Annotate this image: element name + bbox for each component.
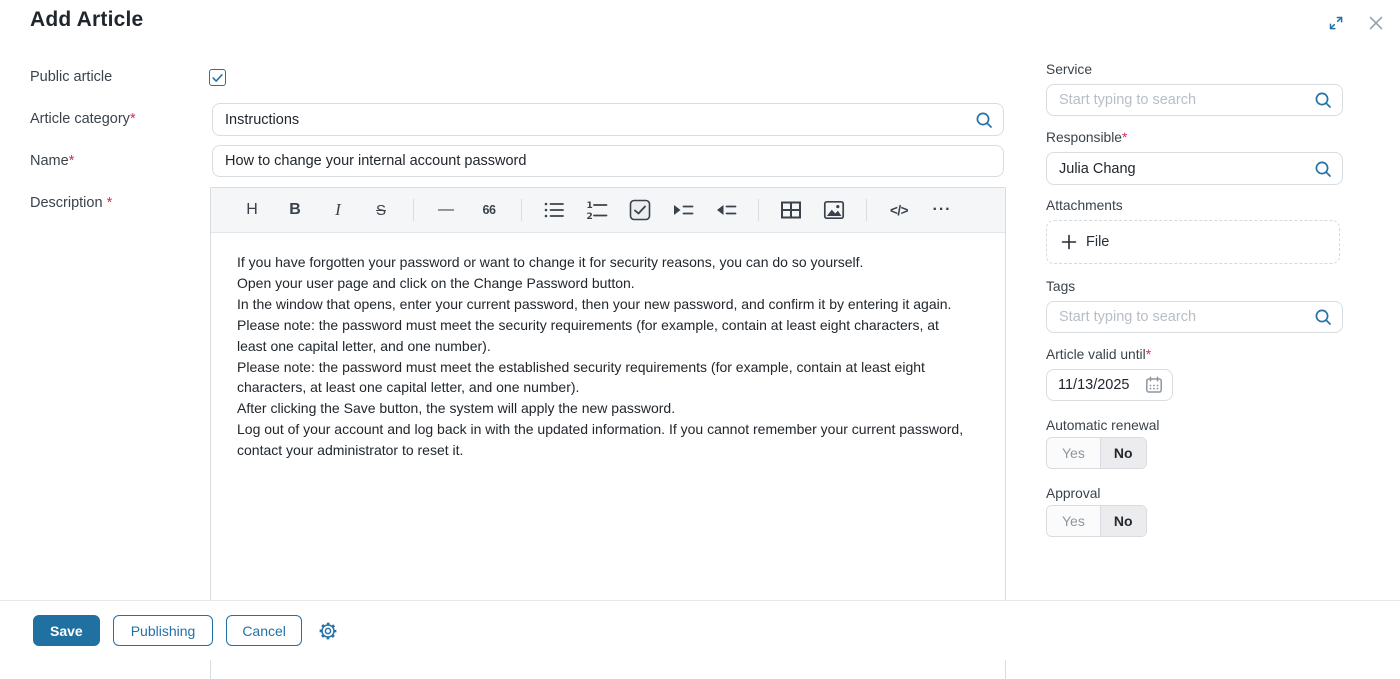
approval-toggle [1046, 505, 1147, 537]
numbered-list-icon[interactable] [584, 195, 610, 225]
responsible-field [1046, 152, 1343, 185]
approval-yes-option[interactable]: Yes [1047, 506, 1101, 536]
required-asterisk: * [106, 195, 113, 211]
tags-label: Tags [1046, 279, 1076, 294]
checklist-icon[interactable] [627, 195, 653, 225]
tags-field [1046, 301, 1343, 333]
table-icon[interactable] [778, 195, 804, 225]
required-asterisk: * [68, 153, 75, 169]
article-category-field [212, 103, 1004, 136]
toolbar-divider [866, 199, 867, 221]
public-article-label: Public article [30, 69, 113, 85]
plus-icon [1061, 234, 1077, 250]
publishing-button[interactable]: Publishing [113, 615, 214, 646]
toolbar-divider [521, 199, 522, 221]
tags-input[interactable] [1047, 302, 1342, 332]
editor-paragraph: Log out of your account and log back in with the updated information. If you cannot remember your current password, contact your administrator to reset it. [237, 421, 964, 459]
responsible-input[interactable] [1047, 153, 1342, 184]
settings-button[interactable] [317, 620, 339, 642]
toolbar-divider [758, 199, 759, 221]
search-icon[interactable] [974, 110, 994, 130]
editor-paragraph: If you have forgotten your password or want to change it for security reasons, you can do so yourself. [237, 254, 864, 270]
code-icon[interactable]: </> [886, 195, 912, 225]
public-article-checkbox[interactable] [209, 69, 226, 86]
svg-text:1: 1 [586, 201, 593, 211]
editor-paragraph: After clicking the Save button, the system will apply the new password. [237, 400, 676, 417]
footer-bar [0, 600, 1400, 660]
service-input[interactable] [1047, 85, 1342, 115]
search-icon[interactable] [1313, 90, 1333, 110]
name-field [212, 145, 1004, 177]
auto-renewal-toggle [1046, 437, 1147, 469]
name-input[interactable] [213, 146, 1003, 176]
horizontal-rule-icon[interactable]: — [433, 195, 459, 225]
editor-paragraph: In the window that opens, enter your current password, then your new password, and confirm it by entering it again. [237, 295, 952, 312]
blockquote-icon[interactable]: 66 [476, 195, 502, 225]
auto-renewal-label: Automatic renewal [1046, 418, 1160, 433]
auto-renewal-no-option[interactable]: No [1101, 438, 1146, 468]
service-label: Service [1046, 62, 1093, 77]
close-icon [1367, 14, 1385, 32]
strikethrough-icon[interactable]: S [368, 195, 394, 225]
expand-button[interactable] [1324, 11, 1348, 35]
svg-text:2: 2 [586, 212, 593, 222]
add-file-label: File [1086, 234, 1110, 250]
editor-toolbar [211, 188, 1005, 233]
toolbar-divider [413, 199, 414, 221]
gear-icon [317, 620, 339, 642]
indent-icon[interactable] [670, 195, 696, 225]
valid-until-field [1046, 369, 1173, 401]
editor-content[interactable] [211, 233, 1005, 461]
attachments-label: Attachments [1046, 198, 1123, 213]
image-icon[interactable] [821, 195, 847, 225]
heading-icon[interactable]: H [239, 195, 265, 225]
calendar-icon[interactable] [1144, 375, 1164, 395]
bullet-list-icon[interactable] [541, 195, 567, 225]
required-asterisk: * [1121, 130, 1128, 145]
expand-icon [1325, 12, 1347, 34]
cancel-button[interactable]: Cancel [226, 615, 302, 646]
article-category-input[interactable] [213, 104, 1003, 135]
editor-paragraph: Please note: the password must meet the security requirements (for example, contain at least eight characters, at least one capital letter, and one number). [237, 316, 939, 354]
responsible-label: Responsible* [1046, 130, 1128, 145]
name-label: Name* [30, 153, 75, 169]
search-icon[interactable] [1313, 159, 1333, 179]
outdent-icon[interactable] [713, 195, 739, 225]
page-title: Add Article [30, 8, 144, 31]
search-icon[interactable] [1313, 307, 1333, 327]
italic-icon[interactable]: I [325, 195, 351, 225]
auto-renewal-yes-option[interactable]: Yes [1047, 438, 1101, 468]
add-file-button[interactable] [1046, 220, 1340, 264]
approval-label: Approval [1046, 486, 1101, 501]
bold-icon[interactable]: B [282, 195, 308, 225]
valid-until-label: Article valid until* [1046, 347, 1152, 362]
check-icon [210, 70, 225, 85]
editor-paragraph: Open your user page and click on the Change Password button. [237, 274, 635, 291]
description-label: Description * [30, 195, 113, 211]
approval-no-option[interactable]: No [1101, 506, 1146, 536]
article-category-label: Article category* [30, 111, 136, 127]
required-asterisk: * [129, 111, 136, 127]
service-field [1046, 84, 1343, 116]
editor-paragraph: Please note: the password must meet the established security requirements (for example, contain at least eight characters, at least one capital letter, and one number). [237, 358, 925, 396]
required-asterisk: * [1145, 347, 1152, 362]
close-button[interactable] [1364, 11, 1388, 35]
more-icon[interactable]: ··· [929, 195, 955, 225]
save-button[interactable]: Save [33, 615, 100, 646]
